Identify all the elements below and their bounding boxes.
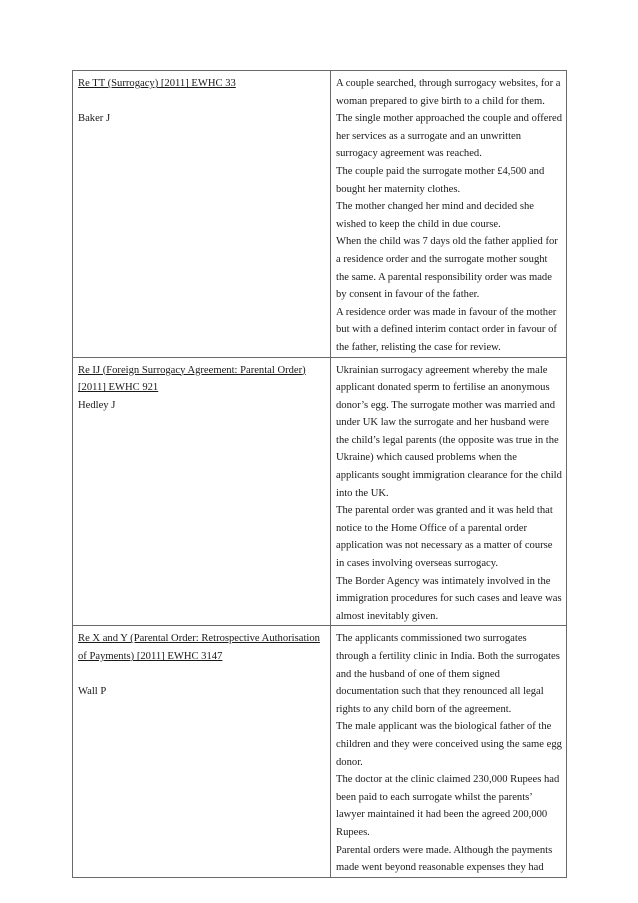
case-citation-cell bbox=[73, 626, 331, 877]
table-row bbox=[73, 357, 567, 626]
facts-paragraph: The applicants commissioned two surrogates through a fertility clinic in India. Both the surrogates and the husband of one of them signed documentation such that they renounced all legal rights to any child born of the agreement. bbox=[336, 633, 560, 715]
facts-paragraph: The mother changed her mind and decided she wished to keep the child in due course. bbox=[336, 201, 534, 230]
facts-paragraph: The parental order was granted and it was held that notice to the Home Office of a parental order application was not necessary as a matter of course in cases involving overseas surrogacy. bbox=[336, 505, 553, 570]
facts-paragraph: Parental orders were made. Although the payments made went beyond reasonable expenses they had bbox=[336, 844, 553, 874]
judge-name: Wall P bbox=[78, 686, 107, 698]
table-row bbox=[73, 626, 567, 877]
case-facts-cell bbox=[331, 626, 567, 877]
case-name: Re TT (Surrogacy) [2011] EWHC 33 bbox=[78, 78, 236, 89]
case-citation-cell bbox=[73, 71, 331, 358]
facts-paragraph: A couple searched, through surrogacy websites, for a woman prepared to give birth to a child for them. The single mother approached the couple and offered her services as a surrogate and an unwritten surrogacy agreement was reached. bbox=[336, 78, 563, 160]
facts-paragraph: The doctor at the clinic claimed 230,000 Rupees had been paid to each surrogate whilst the parents’ lawyer maintained it had been the agreed 200,000 Rupees. bbox=[336, 774, 560, 838]
case-facts-cell bbox=[331, 357, 567, 626]
table-row bbox=[73, 71, 567, 358]
facts-paragraph: The male applicant was the biological father of the children and they were conceived using the same egg donor. bbox=[336, 721, 562, 768]
judge-name: Baker J bbox=[78, 113, 111, 125]
case-citation-cell bbox=[73, 357, 331, 626]
case-facts-cell bbox=[331, 71, 567, 358]
facts-paragraph: The Border Agency was intimately involved in the immigration procedures for such cases and leave was almost inevitably given. bbox=[336, 575, 562, 622]
facts-paragraph: A residence order was made in favour of the mother but with a defined interim contact order in favour of the father, relisting the case for review. bbox=[336, 306, 557, 353]
case-table bbox=[72, 70, 567, 878]
judge-name: Hedley J bbox=[78, 399, 116, 411]
case-name: Re X and Y (Parental Order: Retrospective Authorisation of Payments) [2011] EWHC 3147 bbox=[78, 633, 320, 662]
case-name: Re IJ (Foreign Surrogacy Agreement: Parental Order) [2011] EWHC 921 bbox=[78, 364, 306, 394]
facts-paragraph: The couple paid the surrogate mother £4,500 and bought her maternity clothes. bbox=[336, 165, 545, 195]
facts-paragraph: When the child was 7 days old the father applied for a residence order and the surrogate mother sought the same. A parental responsibility order was made by consent in favour of the father. bbox=[336, 236, 558, 301]
facts-paragraph: Ukrainian surrogacy agreement whereby the male applicant donated sperm to fertilise an anonymous donor’s egg. The surrogate mother was married and under UK law the surrogate and her husband were the child’s legal parents (the opposite was true in the Ukraine) which caused problems when the applicants sought immigration clearance for the child into the UK. bbox=[336, 364, 562, 499]
